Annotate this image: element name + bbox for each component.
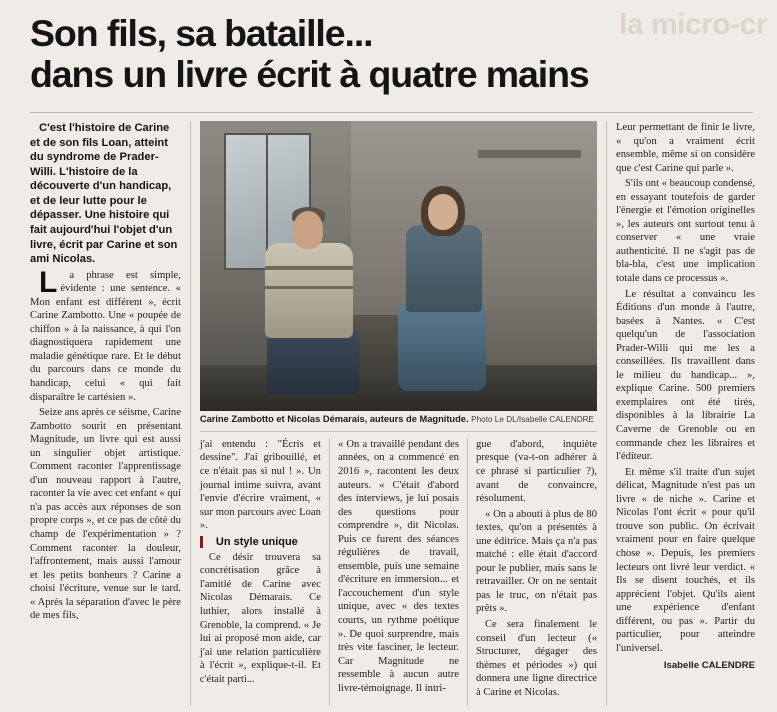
body-paragraph: Ce désir trouvera sa concrétisation grâce à l'amitié de Carine avec Nicolas Démarais. Ce luthier, alors installé à Grenoble, la comprend. « Je lui ai proposé mon aide, car j'ai une relation particulière à l'écrit », explique-t-il. Et c'était parti... (199, 551, 321, 685)
photo-man-sweater-stripe (265, 286, 352, 289)
body-paragraph: Seize ans après ce séisme, Carine Zambotto sourit en présentant Magnitude, un livre qui est aussi un singulier objet artistique. Comment raconter l'apprentissage d'un nouveau rapport à l'autre, raconter la vie avec cet enfant « qui n'a pas accès aux réponses de son propre corps », et ce pas de côté du champ de l'expérimentation » ? Comment raconter la douleur, l'affrontement, mais aussi l'amour et les petits bonheurs ? Carine a choisi l'écriture, venue sur le tard. « Après la séparation d'avec le père de mes fils, (30, 407, 181, 622)
body-paragraph: S'ils ont « beaucoup condensé, en essayant toutefois de garder l'énergie et l'émotion originelles », les auteurs ont surtout tenu à conserver « une vraie authenticité. Il ne s'agit pas de bla-bla, c'est une implication totale dans ce processus ». (616, 178, 755, 285)
photo-man-sweater-stripe (265, 266, 352, 270)
article-columns (30, 121, 755, 706)
headline-line-2: dans un livre écrit à quatre mains (30, 52, 589, 95)
column-1 (30, 121, 191, 706)
column-2 (191, 121, 606, 706)
body-paragraph: Et même s'il traite d'un sujet délicat, Magnitude n'est pas un livre « de niche ». Carine et Nicolas l'ont écrit « pour qu'il trouve son public. On écrivait vraiment pour en faire quelque chose ». Depuis, les premiers lecteurs ont livré leur verdict. « Ils se disent touchés, et ils apprécient l'objet. Qu'ils aient une expérience d'enfant différent, ou pas ». Partir du particulier, pour atteindre l'universel. (616, 466, 755, 654)
body-paragraph: « On a travaillé pendant des années, on a commencé en 2016 », racontent les deux auteurs. « C'était d'abord des interviews, je lui posais des questions pour comprendre », dit Nicolas. Puis ce furent des séances régulières de travail, ensemble, puis une semaine d'écriture en immersion... et l'accouchement d'un style unique, avec « des textes courts, un rythme poétique ». De quoi surprendre, mais très vite fasciner, le lecteur. Car Magnitude ne ressemble à aucun autre livre-témoignage. Il intri- (337, 438, 459, 694)
column-2b (330, 438, 468, 706)
photo-woman-legs (398, 304, 485, 391)
headline-line-1: Son fils, sa bataille... (30, 12, 373, 54)
photo-shelf (478, 150, 581, 158)
column-2-subcolumns (200, 438, 597, 706)
column-2a (200, 438, 330, 706)
body-paragraph: Ce sera finalement le conseil d'un lecteur (« Structurer, dégager des thèmes et périodes ») qui donnera une ligne directrice à Carine et Nicolas. (475, 619, 597, 698)
body-paragraph: « On a abouti à plus de 80 textes, qu'on a présentés à une éditrice. Mais ça n'a pas matché : elle était d'accord pour le publier, mais sans le retravailler. Or on ne sentait pas le truc, on n'était pas prêts ». (475, 508, 597, 615)
article-headline (0, 0, 777, 95)
headline-divider (30, 112, 753, 113)
photo-man-legs (267, 330, 358, 394)
body-paragraph: La phrase est simple, évidente : une sentence. « Mon enfant est différent », écrit Carine Zambotto. Une « poupée de chiffon » à la naissance, à qui l'on diagnostiquera rapidement une maladie génétique rare. Et le début du parcours dans ce monde du handicap, celui « qui fait disparaître le cartésien ». (30, 265, 181, 403)
article-photo (200, 121, 597, 411)
column-2c (468, 438, 597, 706)
body-paragraph: Leur permettant de finir le livre, « qu'on a vraiment écrit ensemble, même si on considère que c'est Carine qui parle ». (616, 122, 755, 174)
photo-credit: Photo Le DL/Isabelle CALENDRE (471, 415, 595, 424)
photo-caption (200, 411, 597, 432)
body-paragraph: j'ai entendu : "Écris et dessine". J'ai gribouillé, et ce n'était pas si nul ! ». Un journal intime suivra, avant l'envie d'écrire vraiment, « sur mon parcours avec Loan ». (199, 438, 321, 532)
article-byline: Isabelle CALENDRE (663, 660, 755, 672)
photo-man-head (293, 211, 323, 249)
article-photo-wrap (200, 121, 597, 438)
photo-caption-text: Carine Zambotto et Nicolas Démarais, auteurs de Magnitude. (199, 414, 469, 424)
section-subheading: Un style unique (200, 535, 321, 549)
column-3 (606, 121, 755, 706)
body-paragraph: Le résultat a convaincu les Éditions d'un monde à l'autre, basées à Nantes. « C'est quelqu'un de l'association Prader-Willi qui me les a conseillées. Ils travaillent dans le milieu du handicap... », explique Carine. 500 premiers exemplaires ont été tirés, disponibles à la librairie La Caverne de Grenoble ou en commande chez les libraires et l'éditeur. (616, 288, 755, 463)
body-paragraph: gue d'abord, inquiète presque (va-t-on adhérer à ce phrasé si particulier ?), avant de convaincre, résolument. (475, 438, 597, 505)
background-headline-bleed: la micro-cr (619, 8, 767, 41)
photo-woman-head (428, 194, 457, 230)
article-standfirst: C'est l'histoire de Carine et de son fils Loan, atteint du syndrome de Prader-Willi. L'histoire de la découverte d'un handicap, et de leur lutte pour le dépasser. Une histoire qui fait aujourd'hui l'objet d'un livre, écrit par Carine et son ami Nicolas. (30, 122, 178, 266)
photo-woman-body (406, 225, 481, 312)
photo-man-body (265, 243, 352, 339)
